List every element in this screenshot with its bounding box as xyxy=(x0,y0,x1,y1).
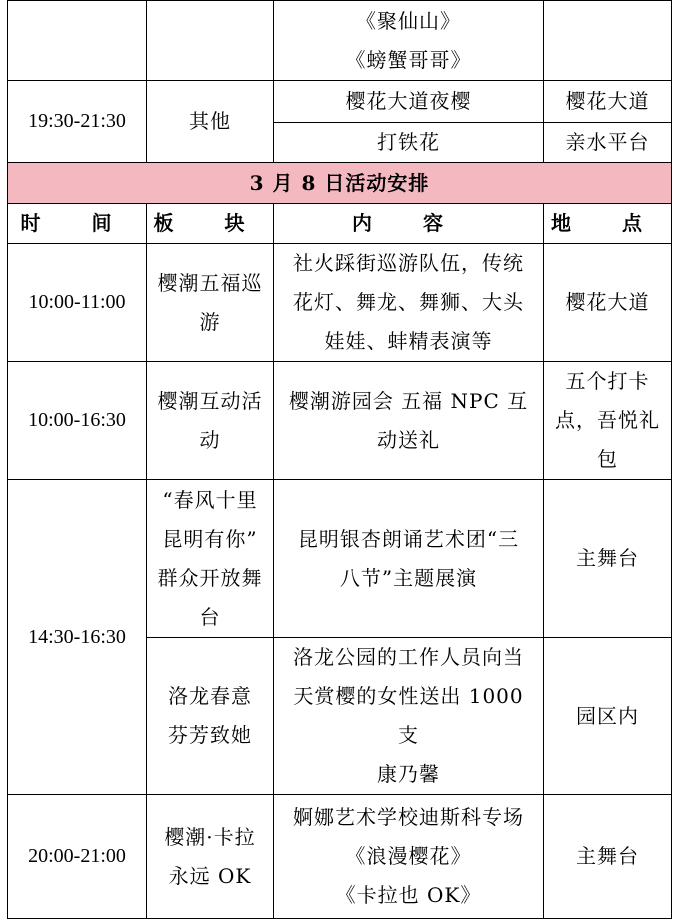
content-cell: 昆明银杏朗诵艺术团“三 八节”主题展演 xyxy=(274,480,544,638)
table-row xyxy=(8,81,672,123)
content-line: 《聚仙山》 xyxy=(356,8,461,33)
content-line: 《螃蟹哥哥》 xyxy=(345,47,472,72)
content-cell: 婀娜艺术学校迪斯科专场 《浪漫樱花》 《卡拉也 OK》 xyxy=(274,795,544,919)
time-cell: 10:00-11:00 xyxy=(8,244,147,362)
content-cell: 社火踩街巡游队伍，传统 花灯、舞龙、舞狮、大头 娃娃、蚌精表演等 xyxy=(274,244,544,362)
time-cell: 14:30-16:30 xyxy=(8,480,147,795)
time-cell: 10:00-16:30 xyxy=(8,362,147,480)
time-cell: 20:00-21:00 xyxy=(8,795,147,919)
content-cell xyxy=(274,1,544,81)
section-cell xyxy=(147,1,274,81)
table-row xyxy=(8,1,672,81)
section-cell: 樱潮互动活 动 xyxy=(147,362,274,480)
header-place: 地 点 xyxy=(544,204,672,244)
section-cell: “春风十里 昆明有你” 群众开放舞 台 xyxy=(147,480,274,638)
content-cell: 洛龙公园的工作人员向当 天赏樱的女性送出 1000 支 康乃馨 xyxy=(274,638,544,795)
header-section: 板 块 xyxy=(147,204,274,244)
table-row xyxy=(8,480,672,638)
time-cell xyxy=(8,1,147,81)
section-cell: 樱潮·卡拉 永远 OK xyxy=(147,795,274,919)
day-title: 3 月 8 日活动安排 xyxy=(8,163,672,204)
place-cell: 园区内 xyxy=(544,638,672,795)
header-time: 时 间 xyxy=(8,204,147,244)
table-row xyxy=(8,795,672,919)
header-content: 内 容 xyxy=(274,204,544,244)
place-cell: 主舞台 xyxy=(544,480,672,638)
content-cell: 樱花大道夜樱 xyxy=(274,81,544,123)
place-cell xyxy=(544,1,672,81)
section-cell: 洛龙春意 芬芳致她 xyxy=(147,638,274,795)
table-row xyxy=(8,362,672,480)
table-row xyxy=(8,244,672,362)
section-cell: 樱潮五福巡 游 xyxy=(147,244,274,362)
content-cell: 樱潮游园会 五福 NPC 互 动送礼 xyxy=(274,362,544,480)
day-title-row xyxy=(8,163,672,204)
place-cell: 亲水平台 xyxy=(544,123,672,163)
schedule-table xyxy=(7,0,672,919)
section-cell: 其他 xyxy=(147,81,274,163)
place-cell: 樱花大道 xyxy=(544,244,672,362)
place-cell: 樱花大道 xyxy=(544,81,672,123)
place-cell: 主舞台 xyxy=(544,795,672,919)
header-row xyxy=(8,204,672,244)
content-cell: 打铁花 xyxy=(274,123,544,163)
time-cell: 19:30-21:30 xyxy=(8,81,147,163)
place-cell: 五个打卡 点，吾悦礼 包 xyxy=(544,362,672,480)
